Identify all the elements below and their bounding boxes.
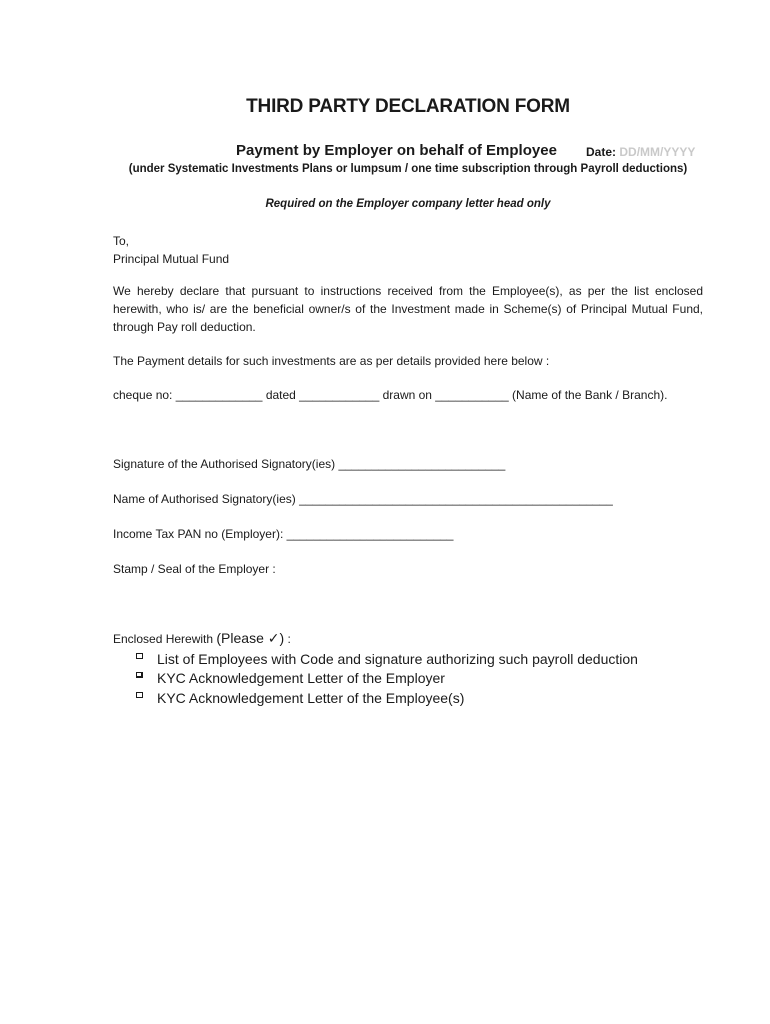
enclosed-heading bbox=[113, 630, 291, 647]
salutation: To, bbox=[113, 234, 130, 248]
date-placeholder: DD/MM/YYYY bbox=[619, 145, 696, 159]
enclosure-item-label: KYC Acknowledgement Letter of the Employer bbox=[157, 670, 445, 687]
date-field bbox=[586, 145, 695, 159]
signatory-name-field: Name of Authorised Signatory(ies) _______________________________________________ bbox=[113, 492, 613, 506]
cheque-details-line: cheque no: _____________ dated ____________ drawn on ___________ (Name of the Bank / Branch). bbox=[113, 388, 668, 402]
checkbox-icon[interactable] bbox=[136, 653, 143, 659]
pan-field: Income Tax PAN no (Employer): _________________________ bbox=[113, 527, 454, 541]
form-title: THIRD PARTY DECLARATION FORM bbox=[246, 96, 570, 117]
checkbox-icon[interactable] bbox=[136, 672, 143, 678]
enclosure-checklist bbox=[136, 649, 638, 708]
address-block bbox=[113, 232, 703, 268]
please-tick-note: (Please ✓) bbox=[216, 630, 285, 646]
list-item bbox=[136, 669, 638, 689]
enclosure-item-label: KYC Acknowledgement Letter of the Employee(s) bbox=[157, 689, 465, 706]
list-item bbox=[136, 649, 638, 669]
letterhead-note: Required on the Employer company letter head only bbox=[265, 198, 551, 210]
payment-intro: The Payment details for such investments are as per details provided here below : bbox=[113, 354, 550, 368]
date-label: Date: bbox=[586, 145, 617, 159]
signature-field: Signature of the Authorised Signatory(ies) _________________________ bbox=[113, 457, 506, 471]
enclosed-label-prefix: Enclosed Herewith bbox=[113, 632, 217, 646]
enclosed-label-suffix: : bbox=[284, 632, 291, 646]
enclosure-item-label: List of Employees with Code and signature authorizing such payroll deduction bbox=[157, 650, 638, 667]
list-item bbox=[136, 688, 638, 708]
form-subtitle: Payment by Employer on behalf of Employee bbox=[236, 142, 557, 159]
recipient: Principal Mutual Fund bbox=[113, 252, 230, 266]
stamp-field: Stamp / Seal of the Employer : bbox=[113, 562, 276, 576]
checkbox-icon[interactable] bbox=[136, 692, 143, 698]
declaration-paragraph: We hereby declare that pursuant to instructions received from the Employee(s), as per the list enclosed herewith, who is/ are the beneficial owner/s of the Investment made in Scheme(s) of Principal Mutual Fund, through Pay roll deduction. bbox=[113, 284, 703, 334]
scope-note: (under Systematic Investments Plans or lumpsum / one time subscription through Payroll deductions) bbox=[128, 163, 688, 175]
